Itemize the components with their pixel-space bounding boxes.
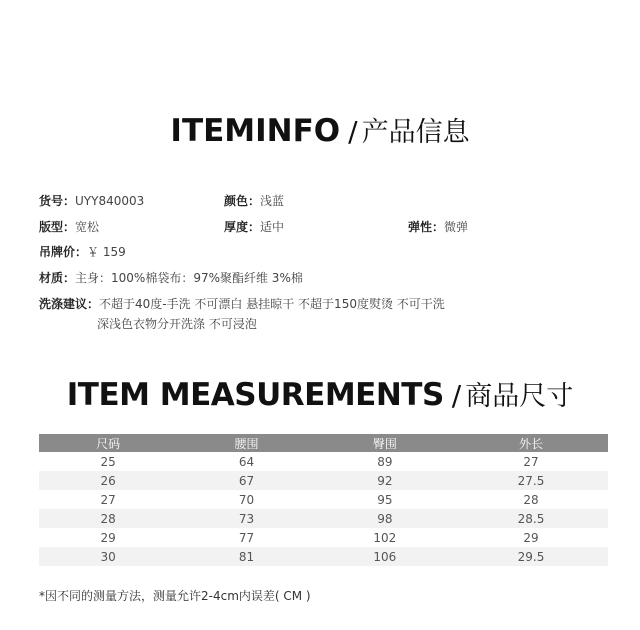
- tag-price-label: 吊牌价：: [39, 245, 88, 259]
- table-cell: 77: [238, 530, 255, 545]
- table-cell: 106: [316, 547, 454, 566]
- table-row: [39, 452, 608, 471]
- title-separator: /: [348, 115, 358, 148]
- color-value: 浅蓝: [260, 194, 285, 208]
- table-row: [39, 528, 608, 547]
- table-row: [39, 547, 608, 566]
- table-cell: 25: [100, 454, 116, 469]
- table-cell: 73: [177, 509, 315, 528]
- table-cell: 81: [177, 547, 315, 566]
- fit-label: 版型：: [39, 220, 76, 234]
- table-cell: 27.5: [454, 471, 608, 490]
- title-separator: /: [451, 379, 462, 412]
- table-cell: 92: [316, 471, 454, 490]
- tag-price: [39, 243, 126, 260]
- table-cell: 102: [373, 530, 397, 545]
- wash-line-2: 深浅色衣物分开洗涤 不可浸泡: [97, 317, 257, 331]
- measurements-title-zh: 商品尺寸: [465, 381, 574, 412]
- table-header-row: [39, 434, 608, 452]
- thickness-label: 厚度：: [224, 220, 261, 234]
- wash-label: 洗涤建议：: [39, 297, 100, 311]
- table-cell: 28.5: [454, 509, 608, 528]
- fit-value: 宽松: [75, 220, 100, 234]
- table-cell: 89: [377, 454, 393, 469]
- color: [224, 192, 284, 209]
- table-cell: 29: [100, 530, 116, 545]
- item-number-label: 货号：: [39, 194, 76, 208]
- elasticity: [408, 218, 468, 235]
- table-row: [39, 490, 608, 509]
- table-cell: 27: [523, 454, 539, 469]
- table-cell: 98: [316, 509, 454, 528]
- material-value: 主身：100%棉袋布：97%聚酯纤维 3%棉: [75, 271, 303, 285]
- table-row: [39, 471, 608, 490]
- table-cell: 30: [39, 547, 177, 566]
- table-cell: 28: [39, 509, 177, 528]
- item-number: [39, 192, 144, 209]
- table-row: [39, 509, 608, 528]
- material: [39, 269, 303, 286]
- measurements-title: [0, 374, 640, 413]
- material-label: 材质：: [39, 271, 76, 285]
- table-cell: 29: [523, 530, 539, 545]
- thickness: [224, 218, 284, 235]
- tag-price-value: ￥ 159: [87, 245, 126, 259]
- table-cell: 29.5: [454, 547, 608, 566]
- item-number-value: UYY840003: [75, 194, 145, 208]
- header-hip: 臀围: [316, 434, 454, 452]
- header-waist: 腰围: [177, 434, 315, 452]
- table-cell: 95: [377, 492, 393, 507]
- wash-line-1: 不超于40度-手洗 不可漂白 悬挂晾干 不超于150度熨烫 不可干洗: [99, 297, 445, 311]
- table-cell: 26: [39, 471, 177, 490]
- measurements-table: [39, 434, 608, 566]
- iteminfo-title-zh: 产品信息: [361, 117, 470, 148]
- header-outseam: 外长: [454, 434, 608, 452]
- table-cell: 67: [177, 471, 315, 490]
- wash-instructions: [39, 295, 445, 312]
- measurement-note: *因不同的测量方法，测量允许2-4cm内误差( CM ): [39, 589, 311, 603]
- elasticity-value: 微弹: [444, 220, 469, 234]
- measurements-title-en: ITEM MEASUREMENTS: [66, 377, 444, 413]
- table-cell: 64: [238, 454, 255, 469]
- iteminfo-title: [0, 110, 640, 149]
- table-cell: 70: [238, 492, 255, 507]
- thickness-value: 适中: [260, 220, 285, 234]
- table-cell: 28: [523, 492, 539, 507]
- fit: [39, 218, 99, 235]
- elasticity-label: 弹性：: [408, 220, 445, 234]
- color-label: 颜色：: [224, 194, 261, 208]
- table-cell: 27: [100, 492, 116, 507]
- header-size: 尺码: [39, 434, 177, 452]
- iteminfo-title-en: ITEMINFO: [170, 113, 341, 149]
